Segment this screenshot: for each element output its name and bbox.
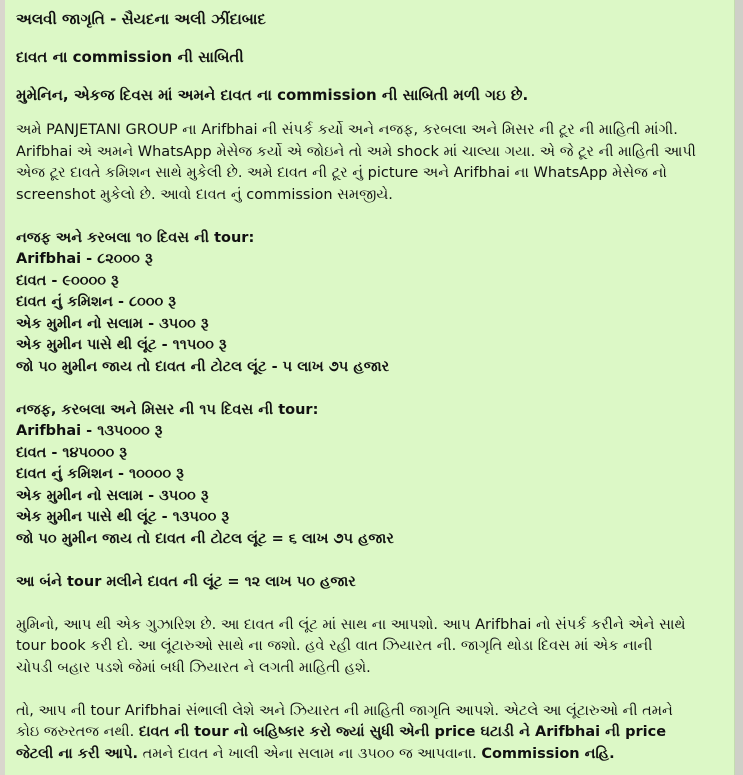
tour-1-title: નજફ અને કરબલા ૧૦ દિવસ ની tour: — [16, 229, 255, 246]
text-line: screenshot મુકેલો છે. આવો દાવત નું commission સમજીયે. — [16, 186, 393, 203]
paragraph-1 — [16, 120, 724, 206]
tour-2-breakdown — [16, 400, 724, 551]
text-span: કોઇ જરુરતજ નથી. — [16, 724, 139, 740]
grand-total: આ બંને tour મલીને દાવત ની લૂંટ = ૧૨ લાખ ૫૦ હજાર — [16, 573, 356, 590]
tour-1-total: જો ૫૦ મુમીન જાય તો દાવત ની ટોટલ લૂંટ - ૫ લાખ ૭૫ હજાર — [16, 358, 390, 375]
tour-1-line: દાવત નું કમિશન - ૮૦૦૦ રૂ — [16, 294, 176, 310]
text-line: Arifbhai એ અમને WhatsApp મેસેજ કર્યો એ જોઇને તો અમે shock માં ચાલ્યા ગયા. એ જે ટૂર ની માહિતી આપી — [16, 143, 696, 160]
message-subject: દાવત ના commission ની સાબિતી — [16, 48, 244, 66]
text-line — [16, 722, 724, 744]
tour-1-line: એક મુમીન પાસે થી લૂંટ - ૧૧૫૦૦ રૂ — [16, 337, 227, 353]
tour-2-line: એક મુમીન પાસે થી લૂંટ - ૧૩૫૦૦ રૂ — [16, 509, 230, 525]
scrollbar[interactable] — [735, 0, 743, 775]
text-line: અમે PANJETANI GROUP ના Arifbhai ની સંપર્ક કર્યો અને નજફ, કરબલા અને મિસર ની ટૂર ની માહિતી માંગી. — [16, 122, 678, 138]
tour-1-line: Arifbhai - ૮૨૦૦૦ રૂ — [16, 251, 153, 267]
message-bubble — [5, 0, 735, 775]
commission-note: Commission નહિ. — [481, 745, 615, 762]
tour-2-title: નજફ, કરબલા અને મિસર ની ૧૫ દિવસ ની tour: — [16, 401, 319, 418]
text-line: tour book કરી દો. આ લૂંટારુઓ સાથે ના જશો. હવે રહી વાત ઝિયારત ની. જાગૃતિ થોડા દિવસ માં એક નાની — [16, 638, 653, 654]
text-line: મુમિનો, આપ થી એક ગુઝારિશ છે. આ દાવત ની લૂંટ માં સાથ ના આપશો. આપ Arifbhai નો સંપર્ક કરીને એને સાથે — [16, 616, 686, 633]
text-span: તમને દાવત ને ખાલી એના સલામ ના ૩૫૦૦ જ આપવાના. — [138, 745, 482, 762]
tour-2-line: દાવત નું કમિશન - ૧૦૦૦૦ રૂ — [16, 466, 184, 482]
paragraph-2 — [16, 615, 724, 680]
tour-1-line: એક મુમીન નો સલામ - ૩૫૦૦ રૂ — [16, 315, 209, 332]
text-line: તો, આપ ની tour Arifbhai સંભાલી લેશે અને ઝિયારત ની માહિતી જાગૃતિ આપશે. એટલે આ લૂંટારુઓ ની તમને — [16, 702, 673, 719]
tour-1-breakdown — [16, 228, 724, 379]
text-line: એજ ટૂર દાવતે કમિશન સાથે મુકેલી છે. અમે દાવત ની ટૂર નું picture અને Arifbhai ના WhatsApp મેસેજ નો — [16, 165, 667, 181]
tour-1-line: દાવત - ૯૦૦૦૦ રૂ — [16, 272, 119, 289]
boycott-text: દાવત ની tour નો બહિષ્કાર કરો જ્યાં સુધી એની price ઘટાડી ને Arifbhai ની price — [138, 724, 667, 740]
text-line — [16, 744, 724, 766]
message-intro: મુમેનિન, એકજ દિવસ માં અમને દાવત ના commission ની સાબિતી મળી ગઇ છે. — [16, 86, 529, 104]
text-line: ચોપડી બહાર પડશે જેમાં બધી ઝિયારત ને લગતી માહિતી હશે. — [16, 659, 371, 676]
tour-2-total: જો ૫૦ મુમીન જાય તો દાવત ની ટોટલ લૂંટ = ૬ લાખ ૭૫ હજાર — [16, 530, 394, 547]
paragraph-3 — [16, 701, 724, 766]
boycott-text: જેટલી ના કરી આપે. — [16, 745, 139, 762]
tour-2-line: Arifbhai - ૧૩૫૦૦૦ રૂ — [16, 423, 163, 439]
tour-2-line: દાવત - ૧૪૫૦૦૦ રૂ — [16, 444, 127, 461]
tour-2-line: એક મુમીન નો સલામ - ૩૫૦૦ રૂ — [16, 487, 209, 504]
message-header: અલવી જાગૃતિ - સૈયદના અલી ઝીંદાબાદ — [16, 10, 266, 28]
